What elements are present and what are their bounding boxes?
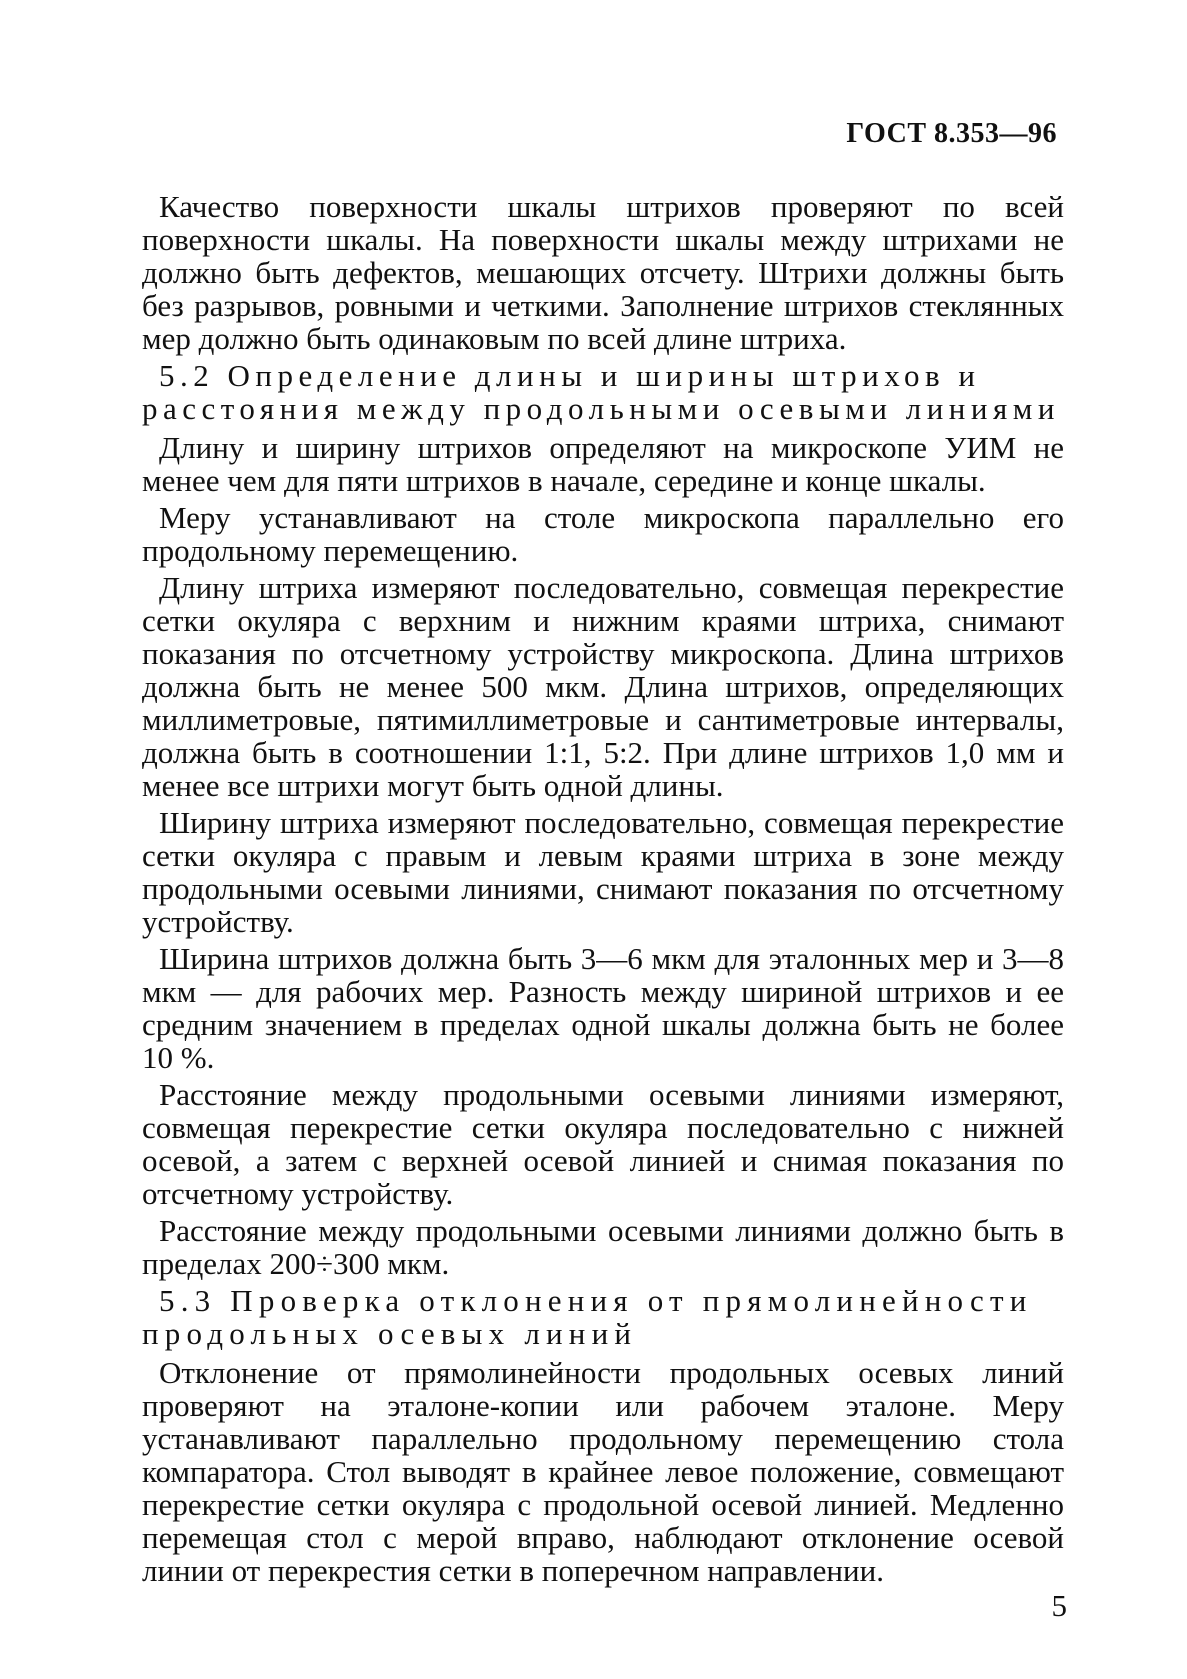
paragraph-straightness-check: Отклонение от прямолинейности продольных осевых линий проверяют на эталоне-копии или рабочем эталоне. Меру устанавливают параллельно продольному перемещению стола компаратора. Стол выводят в крайнее левое положение, совмещают перекрестие сетки окуляра с продольной осевой линией. Медленно перемещая стол с мерой вправо, наблюдают отклонение осевой линии от перекрестия сетки в поперечном направлении. [142, 1355, 1064, 1588]
paragraph-stroke-width-limits: Ширина штрихов должна быть 3—6 мкм для эталонных мер и 3—8 мкм — для рабочих мер. Разность между шириной штрихов и ее средним значением в пределах одной шкалы должна быть не более 10 %. [142, 941, 1064, 1075]
section-heading-5-2: 5.2 Определение длины и ширины штрихов и расстояния между продольными осевыми линиями [142, 358, 1060, 426]
paragraph-surface-quality: Качество поверхности шкалы штрихов проверяют по всей поверхности шкалы. На поверхности шкалы между штрихами не должно быть дефектов, мешающих отсчету. Штрихи должны быть без разрывов, ровными и четкими. Заполнение штрихов стеклянных мер должно быть одинаковым по всей длине штриха. [142, 189, 1064, 356]
paragraph-mounting: Меру устанавливают на столе микроскопа параллельно его продольному перемещению. [142, 500, 1064, 568]
paragraph-axis-distance-limits: Расстояние между продольными осевыми линиями должно быть в пределах 200÷300 мкм. [142, 1213, 1064, 1281]
paragraph-stroke-length: Длину штриха измеряют последовательно, совмещая перекрестие сетки окуляра с верхним и нижним краями штриха, снимают показания по отсчетному устройству микроскопа. Длина штрихов должна быть не менее 500 мкм. Длина штрихов, определяющих миллиметровые, пятимиллиметровые и сантиметровые интервалы, должна быть в соотношении 1:1, 5:2. При длине штрихов 1,0 мм и менее все штрихи могут быть одной длины. [142, 570, 1064, 803]
page-number: 5 [1051, 1588, 1067, 1623]
document-body [142, 190, 1064, 1591]
section-heading-5-3: 5.3 Проверка отклонения от прямолинейности продольных осевых линий [142, 1283, 1033, 1351]
paragraph-uim-microscope: Длину и ширину штрихов определяют на микроскопе УИМ не менее чем для пяти штрихов в начале, середине и конце шкалы. [142, 430, 1064, 498]
paragraph-axis-distance-measure: Расстояние между продольными осевыми линиями измеряют, совмещая перекрестие сетки окуляра последовательно с нижней осевой, а затем с верхней осевой линией и снимая показания по отсчетному устройству. [142, 1077, 1064, 1211]
paragraph-stroke-width-measure: Ширину штриха измеряют последовательно, совмещая перекрестие сетки окуляра с правым и левым краями штриха в зоне между продольными осевыми линиями, снимают показания по отсчетному устройству. [142, 805, 1064, 939]
document-code-header: ГОСТ 8.353—96 [846, 118, 1057, 149]
